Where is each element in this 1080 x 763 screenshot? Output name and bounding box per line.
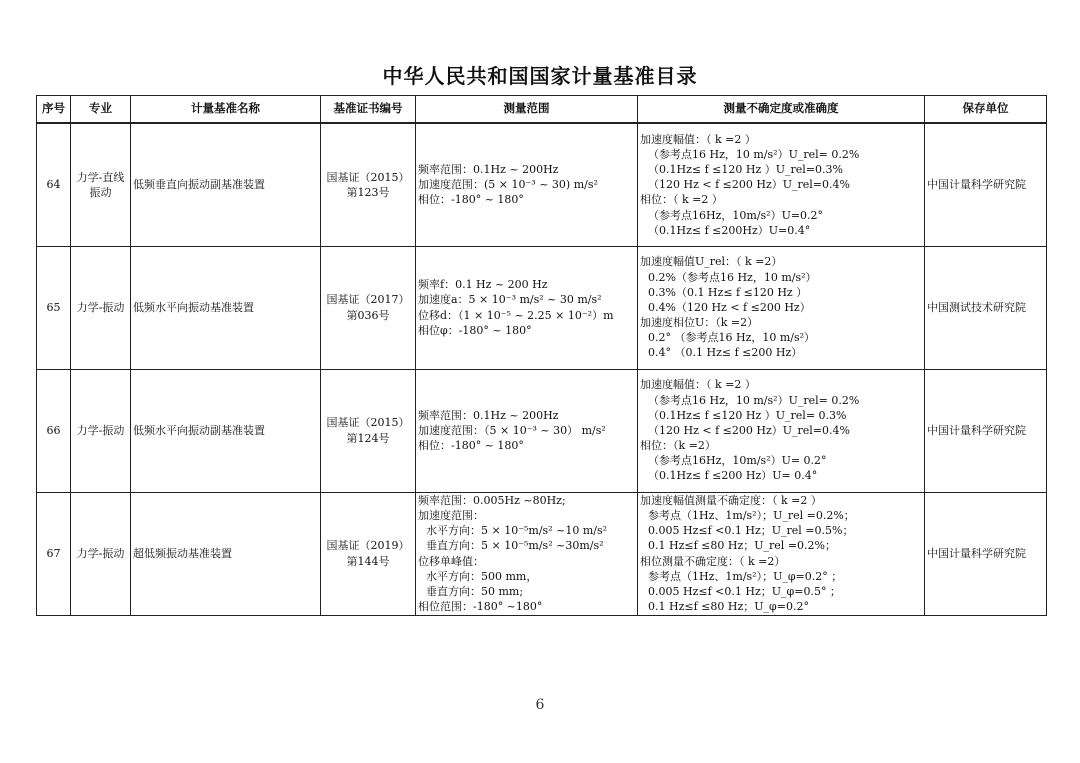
range-line: 频率范围：0.005Hz ~80Hz; bbox=[418, 493, 566, 507]
uncertainty-line: 0.005 Hz≤f <0.1 Hz；U_φ=0.5° ； bbox=[648, 584, 841, 598]
uncertainty-line: （参考点16 Hz，10 m/s²）U_rel= 0.2% bbox=[648, 147, 860, 161]
uncertainty-line: （参考点16Hz，10m/s²）U=0.2° bbox=[648, 208, 824, 222]
custodian-org: 中国计量科学研究院 bbox=[925, 492, 1047, 615]
header-uncertainty: 测量不确定度或准确度 bbox=[638, 96, 925, 124]
custodian-org: 中国测试技术研究院 bbox=[925, 246, 1047, 369]
measurement-range bbox=[416, 492, 638, 615]
field-cell bbox=[71, 123, 131, 246]
range-line: 相位：-180° ~ 180° bbox=[418, 439, 524, 453]
uncertainty-line: 加速度幅值U_rel：（ k =2） bbox=[640, 255, 783, 269]
range-line: 位移单峰值： bbox=[418, 554, 484, 568]
row-number: 65 bbox=[37, 246, 71, 369]
uncertainty-line: 0.2%（参考点16 Hz，10 m/s²） bbox=[648, 270, 817, 284]
uncertainty-cell bbox=[638, 123, 925, 246]
header-name: 计量基准名称 bbox=[131, 96, 321, 124]
field-line: 力学-振动 bbox=[76, 546, 125, 560]
uncertainty-line: （参考点16Hz，10m/s²）U= 0.2° bbox=[648, 454, 827, 468]
table-body bbox=[37, 123, 1047, 615]
uncertainty-line: 0.005 Hz≤f <0.1 Hz；U_rel =0.5%； bbox=[648, 524, 854, 538]
table-row bbox=[37, 492, 1047, 615]
field-line: 力学-振动 bbox=[76, 423, 125, 437]
range-line: 加速度a：5 × 10⁻³ m/s² ~ 30 m/s² bbox=[418, 293, 602, 307]
uncertainty-line: （0.1Hz≤ f ≤200Hz）U=0.4° bbox=[648, 223, 811, 237]
certificate-line: 国基证（2015） bbox=[326, 170, 410, 184]
custodian-org: 中国计量科学研究院 bbox=[925, 123, 1047, 246]
uncertainty-line: （120 Hz < f ≤200 Hz）U_rel=0.4% bbox=[648, 178, 850, 192]
range-line: 相位范围：-180° ~180° bbox=[418, 600, 543, 614]
certificate-line: 第124号 bbox=[346, 431, 390, 445]
uncertainty-cell bbox=[638, 246, 925, 369]
uncertainty-line: 加速度幅值测量不确定度：（ k =2 ） bbox=[640, 493, 822, 507]
range-line: 水平方向：5 × 10⁻⁵m/s² ~10 m/s² bbox=[426, 524, 608, 538]
standard-name: 低频水平向振动副基准装置 bbox=[131, 369, 321, 492]
table-row bbox=[37, 246, 1047, 369]
range-line: 频率f：0.1 Hz ~ 200 Hz bbox=[418, 278, 548, 292]
certificate-number bbox=[321, 492, 416, 615]
row-number: 67 bbox=[37, 492, 71, 615]
certificate-line: 国基证（2015） bbox=[326, 416, 410, 430]
certificate-number bbox=[321, 369, 416, 492]
row-number: 66 bbox=[37, 369, 71, 492]
uncertainty-line: 参考点（1Hz、1m/s²）；U_φ=0.2° ； bbox=[648, 569, 843, 583]
uncertainty-line: 相位：（ k =2 ） bbox=[640, 193, 723, 207]
uncertainty-line: 参考点（1Hz、1m/s²）；U_rel =0.2%； bbox=[648, 508, 855, 522]
standard-name: 低频水平向振动基准装置 bbox=[131, 246, 321, 369]
range-line: 加速度范围：（5 × 10⁻³ ~ 30） m/s² bbox=[418, 423, 606, 437]
certificate-line: 第036号 bbox=[346, 308, 390, 322]
header-org: 保存单位 bbox=[925, 96, 1047, 124]
uncertainty-line: 相位测量不确定度：（ k =2） bbox=[640, 554, 786, 568]
table-row bbox=[37, 123, 1047, 246]
range-line: 垂直方向：50 mm; bbox=[426, 584, 524, 598]
table-header-row bbox=[37, 96, 1047, 124]
uncertainty-line: 0.4° （0.1 Hz≤ f ≤200 Hz） bbox=[648, 346, 803, 360]
uncertainty-line: 加速度相位U：（k =2） bbox=[640, 316, 759, 330]
uncertainty-line: 加速度幅值：（ k =2 ） bbox=[640, 132, 756, 146]
range-line: 垂直方向：5 × 10⁻⁵m/s² ~30m/s² bbox=[426, 539, 604, 553]
standard-name: 超低频振动基准装置 bbox=[131, 492, 321, 615]
uncertainty-line: 0.4%（120 Hz < f ≤200 Hz） bbox=[648, 300, 811, 314]
table-row bbox=[37, 369, 1047, 492]
field-cell bbox=[71, 492, 131, 615]
standards-catalog-table bbox=[36, 95, 1047, 616]
range-line: 位移d：（1 × 10⁻⁵ ~ 2.25 × 10⁻²）m bbox=[418, 308, 614, 322]
range-line: 水平方向：500 mm， bbox=[426, 569, 538, 583]
measurement-range bbox=[416, 123, 638, 246]
certificate-line: 国基证（2017） bbox=[326, 293, 410, 307]
field-cell bbox=[71, 246, 131, 369]
uncertainty-line: 0.3%（0.1 Hz≤ f ≤120 Hz ） bbox=[648, 285, 808, 299]
range-line: 频率范围：0.1Hz ~ 200Hz bbox=[418, 408, 559, 422]
uncertainty-line: 0.2° （参考点16 Hz，10 m/s²） bbox=[648, 331, 816, 345]
field-line: 力学-振动 bbox=[76, 300, 125, 314]
range-line: 相位φ：-180° ~ 180° bbox=[418, 323, 532, 337]
uncertainty-line: （120 Hz < f ≤200 Hz）U_rel=0.4% bbox=[648, 423, 850, 437]
certificate-line: 第123号 bbox=[346, 185, 390, 199]
uncertainty-line: （参考点16 Hz，10 m/s²）U_rel= 0.2% bbox=[648, 393, 860, 407]
uncertainty-line: 0.1 Hz≤f ≤80 Hz；U_rel =0.2%； bbox=[648, 539, 836, 553]
uncertainty-line: 0.1 Hz≤f ≤80 Hz；U_φ=0.2° bbox=[648, 600, 809, 614]
range-line: 相位：-180° ~ 180° bbox=[418, 193, 524, 207]
header-cert: 基准证书编号 bbox=[321, 96, 416, 124]
measurement-range bbox=[416, 369, 638, 492]
page-number: 6 bbox=[535, 697, 545, 713]
uncertainty-line: （0.1Hz≤ f ≤120 Hz ）U_rel=0.3% bbox=[648, 162, 843, 176]
certificate-number bbox=[321, 246, 416, 369]
uncertainty-line: 加速度幅值：（ k =2 ） bbox=[640, 378, 756, 392]
standard-name: 低频垂直向振动副基准装置 bbox=[131, 123, 321, 246]
uncertainty-cell bbox=[638, 492, 925, 615]
certificate-line: 第144号 bbox=[346, 554, 390, 568]
measurement-range bbox=[416, 246, 638, 369]
range-line: 加速度范围： bbox=[418, 508, 484, 522]
range-line: 加速度范围：(5 × 10⁻³ ~ 30) m/s² bbox=[418, 178, 598, 192]
uncertainty-line: （0.1Hz≤ f ≤200 Hz）U= 0.4° bbox=[648, 469, 818, 483]
header-field: 专业 bbox=[71, 96, 131, 124]
field-line: 振动 bbox=[89, 185, 112, 199]
row-number: 64 bbox=[37, 123, 71, 246]
field-cell bbox=[71, 369, 131, 492]
uncertainty-line: （0.1Hz≤ f ≤120 Hz ）U_rel= 0.3% bbox=[648, 408, 847, 422]
range-line: 频率范围：0.1Hz ~ 200Hz bbox=[418, 162, 559, 176]
certificate-line: 国基证（2019） bbox=[326, 539, 410, 553]
field-line: 力学-直线 bbox=[76, 170, 125, 184]
page-title: 中华人民共和国国家计量基准目录 bbox=[382, 64, 698, 88]
custodian-org: 中国计量科学研究院 bbox=[925, 369, 1047, 492]
header-range: 测量范围 bbox=[416, 96, 638, 124]
certificate-number bbox=[321, 123, 416, 246]
header-no: 序号 bbox=[37, 96, 71, 124]
uncertainty-cell bbox=[638, 369, 925, 492]
uncertainty-line: 相位：（k =2） bbox=[640, 439, 716, 453]
